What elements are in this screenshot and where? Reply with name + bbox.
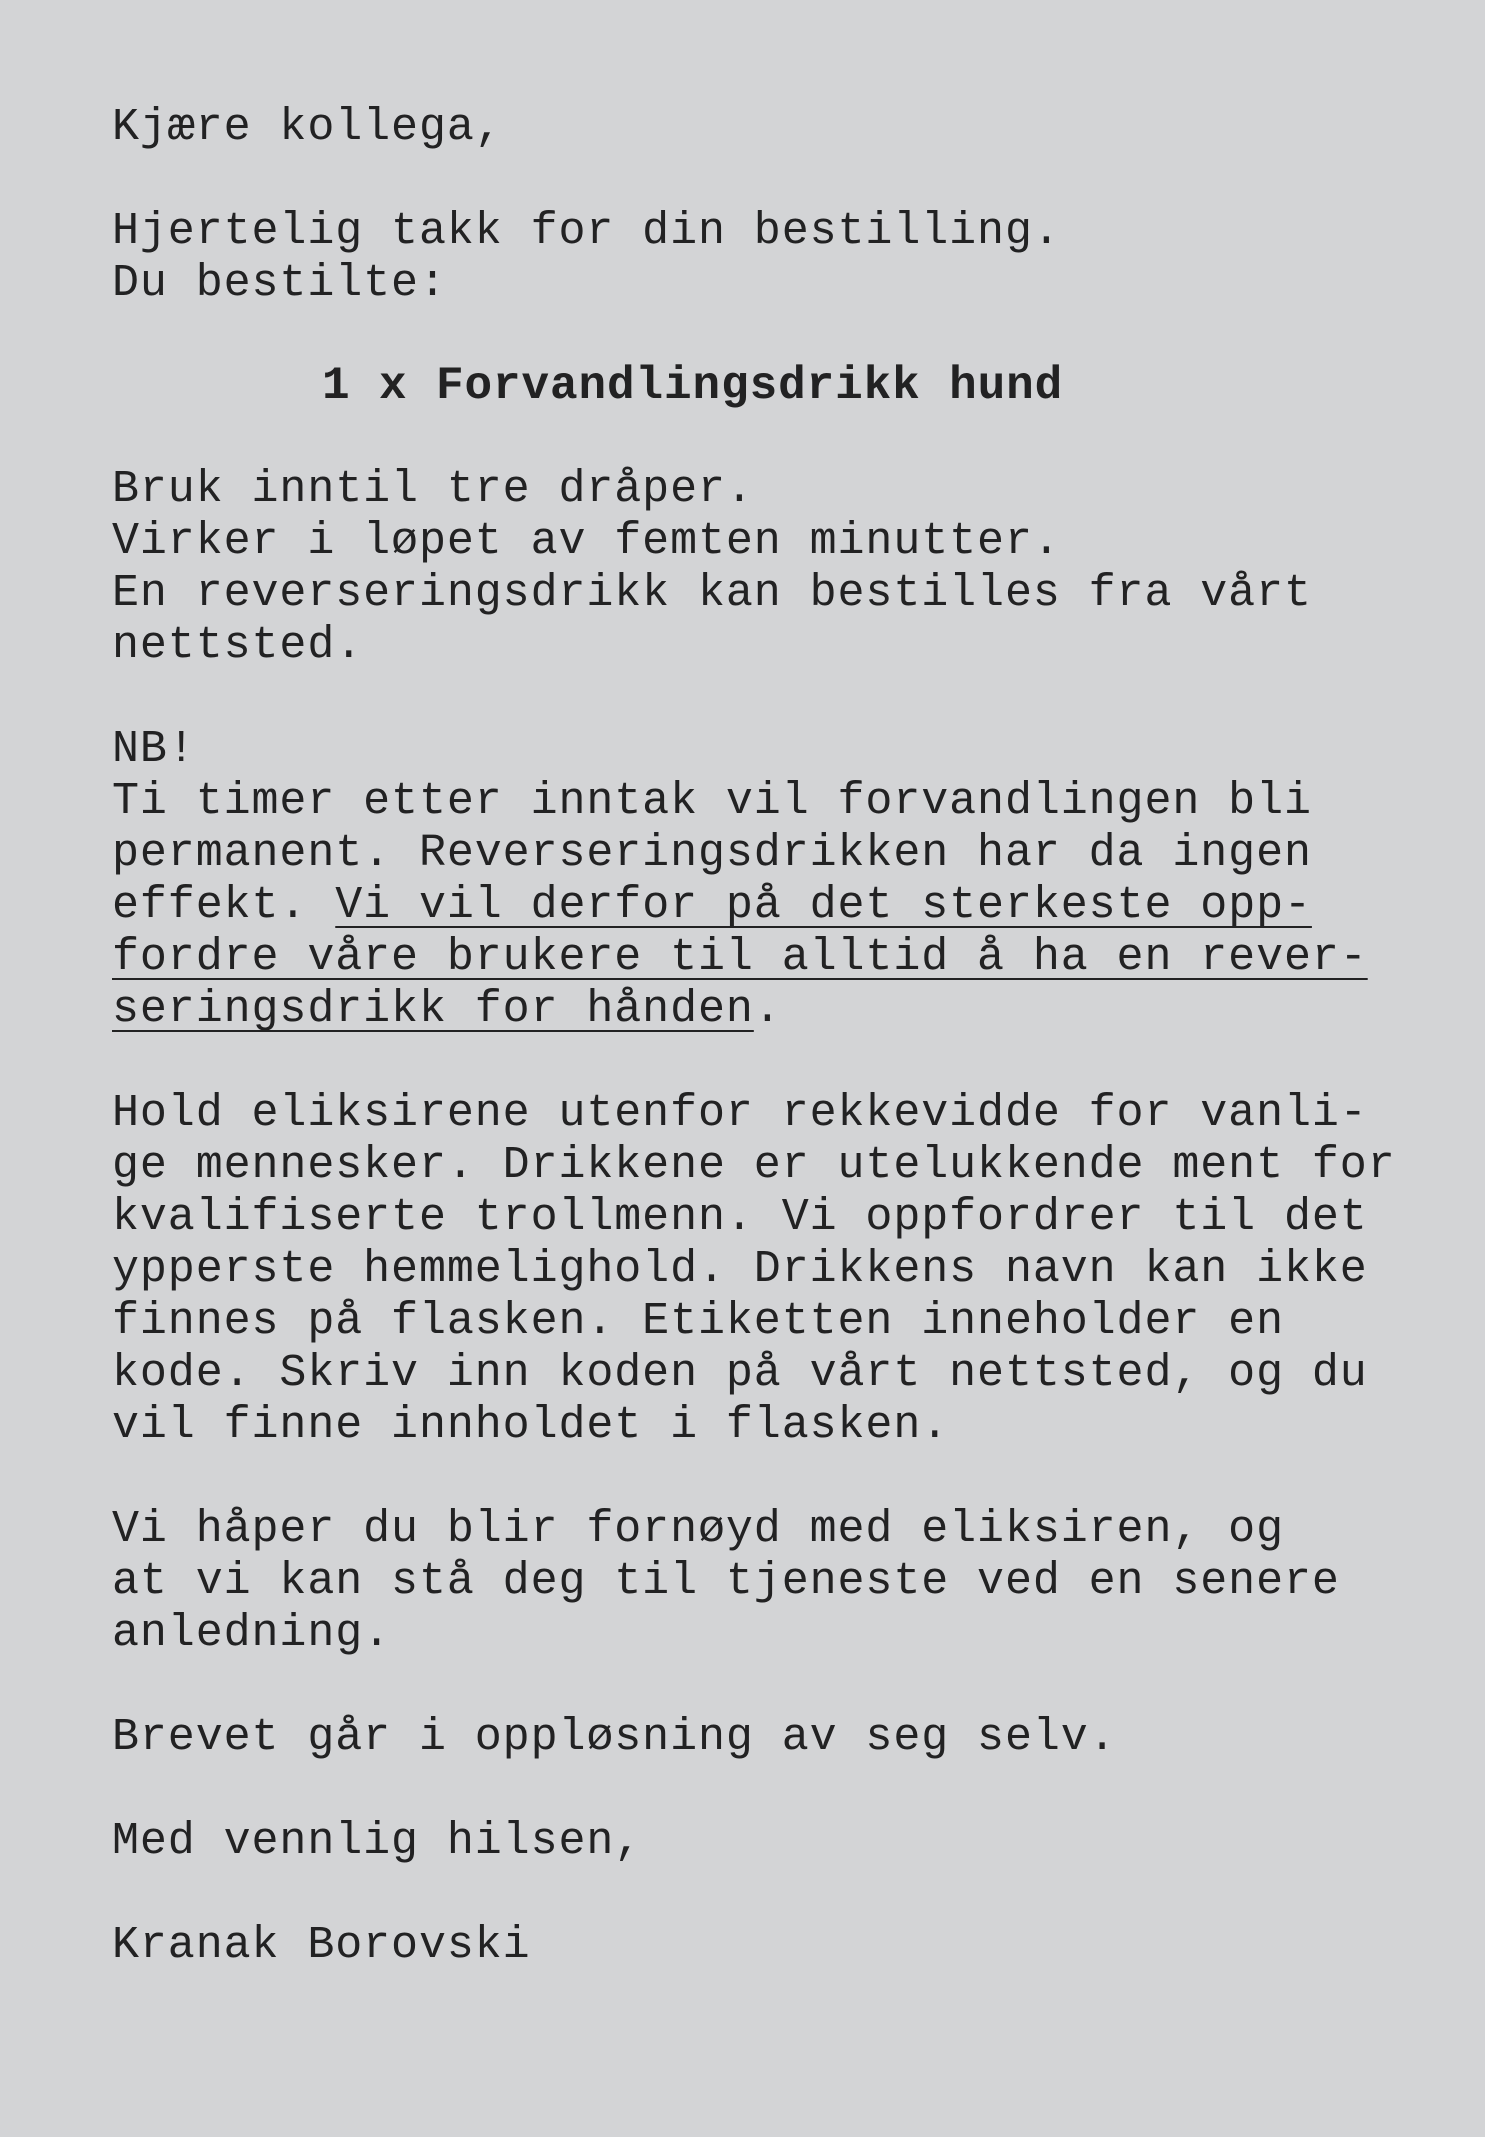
warning-underlined-text: Vi vil derfor på det sterkeste opp- bbox=[335, 880, 1312, 931]
usage-line: En reverseringsdrikk kan bestilles fra vårt bbox=[112, 568, 1312, 619]
warning-paragraph bbox=[112, 724, 1402, 1036]
intro-line: Hjertelig takk for din bestilling. bbox=[112, 206, 1061, 257]
storage-line: kvalifiserte trollmenn. Vi oppfordrer til det bbox=[112, 1192, 1368, 1243]
usage-line: Virker i løpet av femten minutter. bbox=[112, 516, 1061, 567]
spacer bbox=[112, 1452, 1402, 1504]
warning-heading: NB! bbox=[112, 724, 196, 775]
hope-line: Vi håper du blir fornøyd med eliksiren, og bbox=[112, 1504, 1284, 1555]
warning-line: permanent. Reverseringsdrikken har da ingen bbox=[112, 828, 1312, 879]
hope-line: anledning. bbox=[112, 1608, 392, 1659]
usage-line: Bruk inntil tre dråper. bbox=[112, 464, 754, 515]
usage-paragraph bbox=[112, 464, 1402, 672]
warning-underlined-text: seringsdrikk for hånden bbox=[112, 984, 754, 1035]
warning-line bbox=[112, 932, 1402, 984]
spacer bbox=[112, 1036, 1402, 1088]
warning-plain-text: effekt. bbox=[112, 880, 336, 931]
spacer bbox=[112, 1660, 1402, 1712]
storage-paragraph bbox=[112, 1088, 1402, 1452]
order-title: 1 x Forvandlingsdrikk hund bbox=[322, 360, 1064, 412]
storage-line: Hold eliksirene utenfor rekkevidde for vanli- bbox=[112, 1088, 1368, 1139]
storage-line: kode. Skriv inn koden på vårt nettsted, og du bbox=[112, 1348, 1368, 1399]
hope-paragraph bbox=[112, 1504, 1402, 1660]
spacer bbox=[112, 1868, 1402, 1920]
usage-line: nettsted. bbox=[112, 620, 364, 671]
intro-line: Du bestilte: bbox=[112, 258, 447, 309]
spacer bbox=[112, 672, 1402, 724]
intro-paragraph bbox=[112, 206, 1402, 310]
closing: Med vennlig hilsen, bbox=[112, 1816, 643, 1867]
storage-line: ypperste hemmelighold. Drikkens navn kan ikke bbox=[112, 1244, 1368, 1295]
greeting: Kjære kollega, bbox=[112, 102, 503, 153]
warning-line: Ti timer etter inntak vil forvandlingen bli bbox=[112, 776, 1312, 827]
signature: Kranak Borovski bbox=[112, 1920, 531, 1971]
spacer bbox=[112, 154, 1402, 206]
storage-line: vil finne innholdet i flasken. bbox=[112, 1400, 950, 1451]
hope-line: at vi kan stå deg til tjeneste ved en senere bbox=[112, 1556, 1340, 1607]
letter bbox=[112, 102, 1402, 1972]
storage-line: finnes på flasken. Etiketten inneholder en bbox=[112, 1296, 1284, 1347]
dissolve-note: Brevet går i oppløsning av seg selv. bbox=[112, 1712, 1117, 1763]
spacer bbox=[112, 1764, 1402, 1816]
warning-underlined-text: fordre våre brukere til alltid å ha en rever- bbox=[112, 932, 1368, 983]
warning-period: . bbox=[753, 984, 782, 1035]
warning-line bbox=[112, 984, 1402, 1036]
storage-line: ge mennesker. Drikkene er utelukkende ment for bbox=[112, 1140, 1396, 1191]
warning-line bbox=[112, 880, 1402, 932]
